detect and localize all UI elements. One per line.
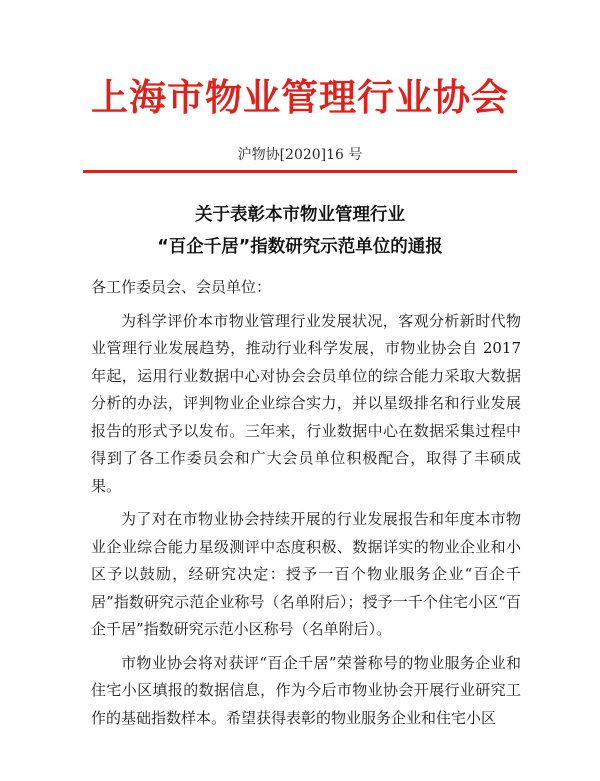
notice-body: [91, 274, 521, 738]
red-divider-line: [83, 170, 517, 173]
body-paragraph-2: 为了对在市物业协会持续开展的行业发展报告和年度本市物业企业综合能力星级测评中态度积极、数据详实的物业企业和小区予以鼓励，经研究决定：授予一百个物业服务企业“百企千居”指数研究示范企业称号（名单附后）；授予一千个住宅小区“百企千居”指数研究示范小区称号（名单附后）。: [91, 510, 521, 638]
body-paragraph-1: 为科学评价本市物业管理行业发展状况，客观分析新时代物业管理行业发展趋势，推动行业科学发展，市物业协会自 2017 年起，运用行业数据中心对协会会员单位的综合能力采取大数据分析的办法，评判物业企业综合实力，并以星级排名和行业发展报告的形式予以发布。三年来，行业数据中心在数据采集过程中得到了各工作委员会和广大会员单位积极配合，取得了丰硕成果。: [91, 311, 521, 495]
document-number: 沪物协[2020]16 号: [237, 147, 363, 163]
body-paragraph-3: 市物业协会将对获评“百企千居”荣誉称号的物业服务企业和住宅小区填报的数据信息，作为今后市物业协会开展行业研究工作的基础指数样本。希望获得表彰的物业服务企业和住宅小区: [91, 653, 521, 727]
notice-title-line-1: 关于表彰本市物业管理行业: [195, 205, 405, 225]
notice-title-line-2: “百企千居”指数研究示范单位的通报: [157, 237, 443, 257]
organization-title: 上海市物业管理行业协会: [91, 75, 509, 119]
salutation: 各工作委员会、会员单位：: [91, 278, 272, 296]
